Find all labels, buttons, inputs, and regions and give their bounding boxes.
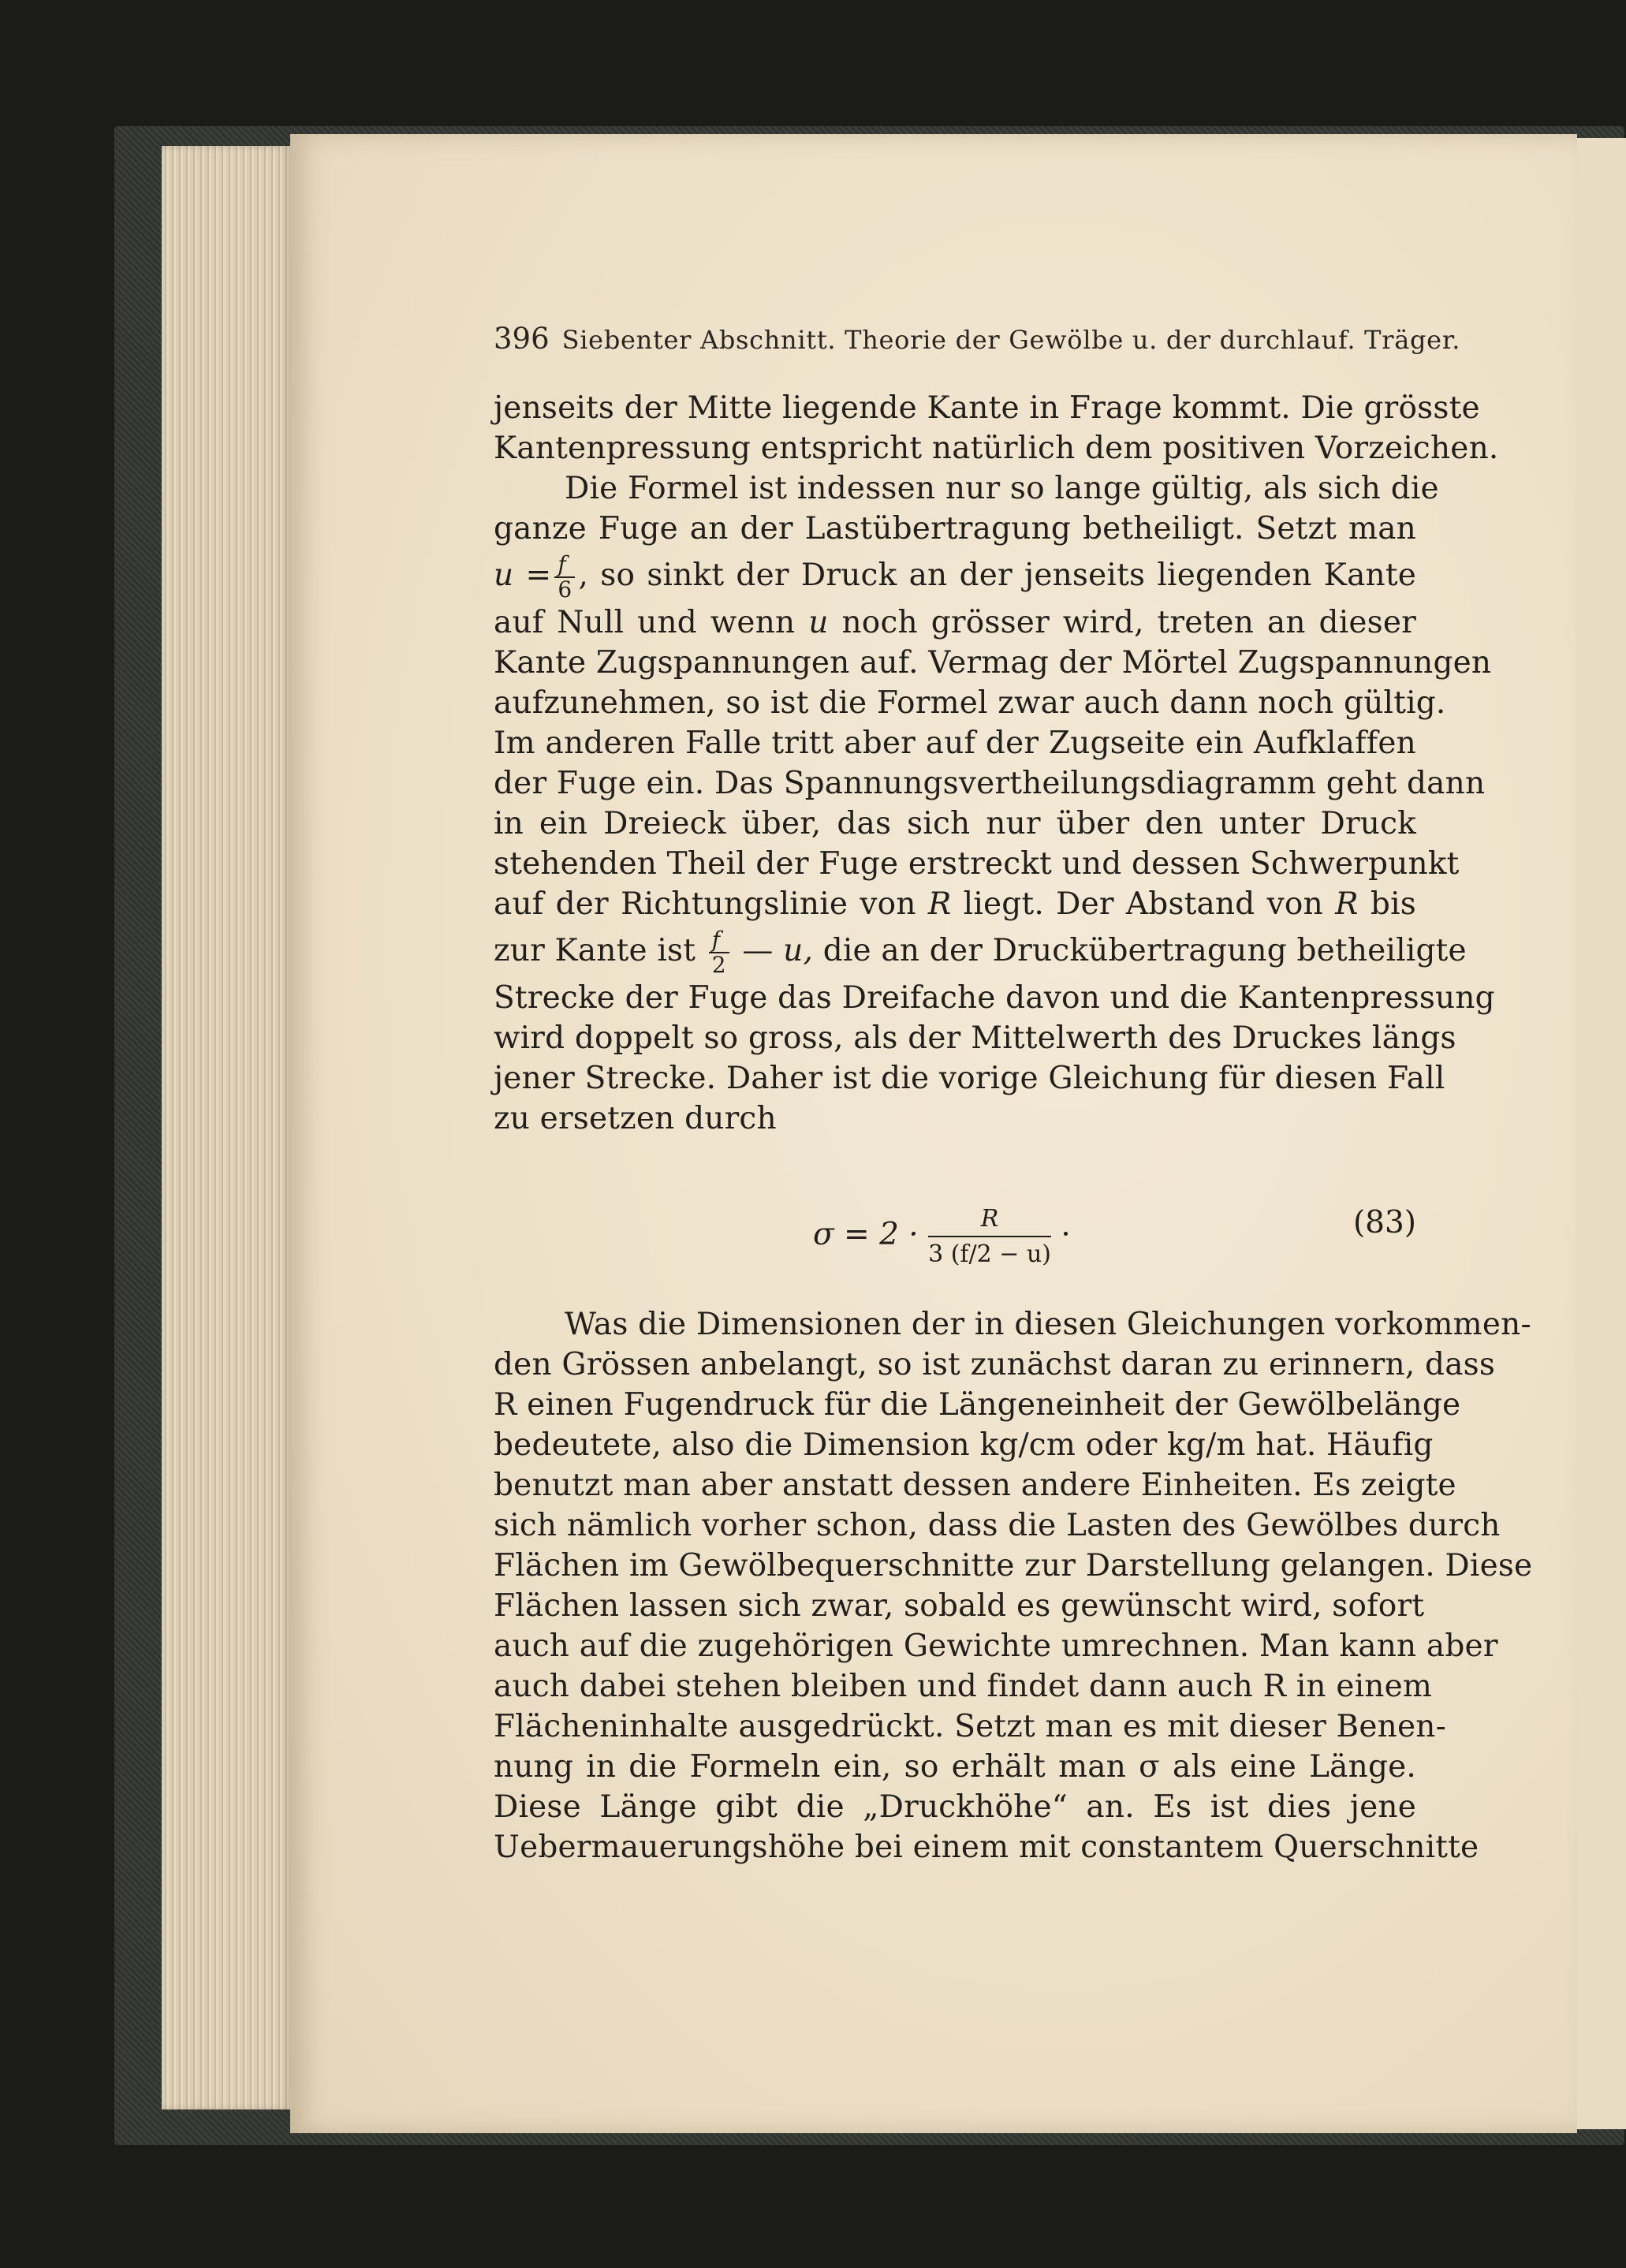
fraction-f-over-6: $\frac{f}{6}$ xyxy=(554,553,575,602)
text-line: jenseits der Mitte liegende Kante in Frage kommt. Die grösste xyxy=(494,390,1480,426)
text-line: Flächen im Gewölbequerschnitte zur Darstellung gelangen. Diese xyxy=(494,1548,1533,1583)
text-line: jener Strecke. Daher ist die vorige Gleichung für diesen Fall xyxy=(494,1061,1445,1096)
text-line: auf Null und wenn u noch grösser wird, treten an dieser xyxy=(494,605,1417,640)
formula-fraction xyxy=(928,1205,1051,1268)
text-line: auch dabei stehen bleiben und findet dann auch R in einem xyxy=(494,1669,1433,1704)
text-line: Strecke der Fuge das Dreifache davon und die Kantenpressung xyxy=(494,980,1495,1016)
text-line: in ein Dreieck über, das sich nur über den unter Druck xyxy=(494,806,1416,841)
formula-end: · xyxy=(1061,1217,1071,1252)
text-line: R einen Fugendruck für die Längeneinheit der Gewölbelänge xyxy=(494,1387,1461,1423)
running-header xyxy=(494,322,1461,361)
formula-83 xyxy=(494,1183,1416,1293)
text-line: auf der Richtungslinie von R liegt. Der Abstand von R bis xyxy=(494,886,1416,922)
text-line: zu ersetzen durch xyxy=(494,1101,777,1136)
text-line: ganze Fuge an der Lastübertragung betheiligt. Setzt man xyxy=(494,511,1416,546)
text-line: Kantenpressung entspricht natürlich dem positiven Vorzeichen. xyxy=(494,431,1499,466)
page-number: 396 xyxy=(494,322,550,356)
text-line: wird doppelt so gross, als der Mittelwerth des Druckes längs xyxy=(494,1020,1456,1056)
text-line: Kante Zugspannungen auf. Vermag der Mörtel Zugspannungen xyxy=(494,645,1492,681)
next-page-edge xyxy=(1576,138,1626,2129)
text-line: bedeutete, also die Dimension kg/cm oder kg/m hat. Häufig xyxy=(494,1427,1434,1463)
formula-lhs: σ = 2 · xyxy=(813,1217,919,1252)
text-line: der Fuge ein. Das Spannungsvertheilungsdiagramm geht dann xyxy=(494,766,1486,801)
text-line: stehenden Theil der Fuge erstreckt und dessen Schwerpunkt xyxy=(494,846,1460,882)
text-line-with-fraction: u = $\frac{f}{6}$ , so sinkt der Druck an der jenseits liegenden Kante xyxy=(494,551,1416,602)
text-line: den Grössen anbelangt, so ist zunächst daran zu erinnern, dass xyxy=(494,1347,1496,1382)
equation-number: (83) xyxy=(1352,1205,1416,1240)
formula-numerator: R xyxy=(928,1205,1051,1237)
page-edges xyxy=(162,146,292,2109)
text-line: Im anderen Falle tritt aber auf der Zugseite ein Aufklaffen xyxy=(494,726,1416,761)
text-line: Die Formel ist indessen nur so lange gültig, als sich die xyxy=(565,471,1439,506)
fraction-f-over-2: $\frac{f}{2}$ xyxy=(709,928,729,977)
text-line: benutzt man aber anstatt dessen andere Einheiten. Es zeigte xyxy=(494,1468,1456,1503)
formula-denominator: 3 (f/2 − u) xyxy=(928,1240,1051,1268)
paragraph-1 xyxy=(494,388,1499,468)
paragraph-2 xyxy=(494,468,1495,1139)
paragraph-3 xyxy=(494,1304,1533,1867)
running-title: Siebenter Abschnitt. Theorie der Gewölbe u. der durchlauf. Träger. xyxy=(561,325,1461,355)
text-line: aufzunehmen, so ist die Formel zwar auch dann noch gültig. xyxy=(494,685,1446,721)
text-line: Diese Länge gibt die „Druckhöhe“ an. Es ist dies jene xyxy=(494,1789,1416,1825)
text-line: nung in die Formeln ein, so erhält man σ als eine Länge. xyxy=(494,1749,1416,1785)
formula-body xyxy=(813,1205,1071,1268)
text-line: Was die Dimensionen der in diesen Gleichungen vorkommen- xyxy=(565,1307,1531,1342)
text-line: Uebermauerungshöhe bei einem mit constantem Querschnitte xyxy=(494,1830,1479,1865)
text-line: auch auf die zugehörigen Gewichte umrechnen. Man kann aber xyxy=(494,1628,1498,1664)
text-line: Flächen lassen sich zwar, sobald es gewünscht wird, sofort xyxy=(494,1588,1425,1624)
text-line-with-fraction: zur Kante ist $\frac{f}{2}$ — u, die an der Druckübertragung betheiligte xyxy=(494,927,1467,978)
text-line: sich nämlich vorher schon, dass die Lasten des Gewölbes durch xyxy=(494,1508,1501,1543)
text-line: Flächeninhalte ausgedrückt. Setzt man es mit dieser Benen- xyxy=(494,1709,1446,1744)
